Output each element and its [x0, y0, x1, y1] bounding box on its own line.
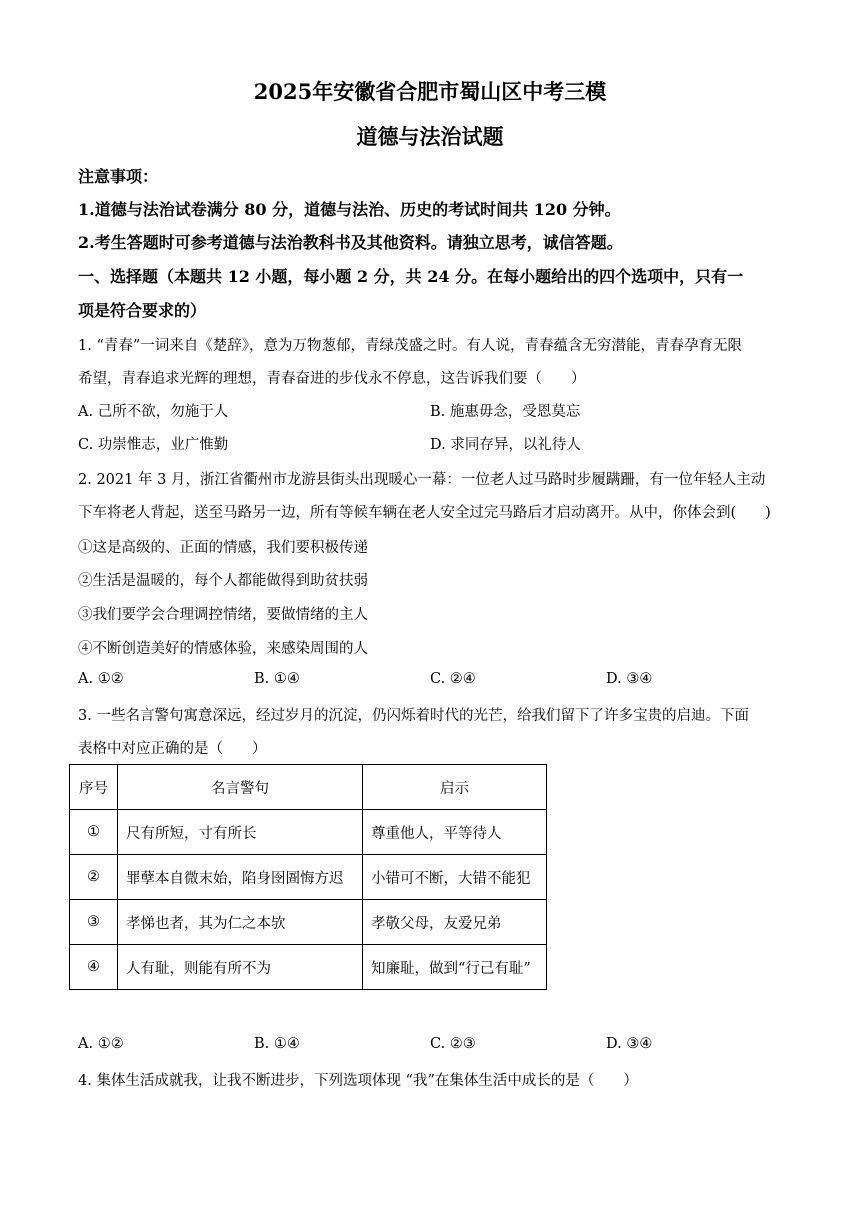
- table-cell: 尺有所短，寸有所长: [118, 810, 363, 855]
- table-header-cell: 序号: [70, 765, 118, 810]
- q3-option-d: D. ③④: [606, 1036, 653, 1052]
- q2-statement-2: ②生活是温暖的，每个人都能做得到助贫扶弱: [78, 573, 368, 589]
- exam-subtitle: 道德与法治试题: [356, 124, 504, 149]
- table-cell: 小错可不断，大错不能犯: [363, 855, 547, 900]
- q1-option-a: A. 己所不欲，勿施于人: [78, 404, 229, 420]
- q2-option-c: C. ②④: [430, 671, 476, 687]
- q2-statement-3: ③我们要学会合理调控情绪，要做情绪的主人: [78, 607, 368, 623]
- q2-option-a: A. ①②: [78, 671, 124, 687]
- table-header-row: [70, 765, 547, 810]
- q3-table: [69, 764, 547, 990]
- table-header-cell: 名言警句: [118, 765, 363, 810]
- notes-heading: 注意事项：: [78, 167, 159, 186]
- section-heading-line1: 一、选择题（本题共 12 小题，每小题 2 分，共 24 分。在每小题给出的四个选项中，只有一: [78, 267, 744, 286]
- table-row: [70, 945, 547, 990]
- table-cell: ③: [70, 900, 118, 945]
- table-cell: 尊重他人，平等待人: [363, 810, 547, 855]
- q3-option-c: C. ②③: [430, 1036, 476, 1052]
- table-cell: 人有耻，则能有所不为: [118, 945, 363, 990]
- section-heading-line2: 项是符合要求的）: [78, 301, 207, 320]
- q1-stem-line2: 希望，青春追求光辉的理想，青春奋进的步伐永不停息，这告诉我们要（ ）: [78, 371, 586, 387]
- notes-item-2: 2.考生答题时可参考道德与法治教科书及其他资料。请独立思考，诚信答题。: [78, 233, 623, 252]
- table-row: [70, 810, 547, 855]
- q2-statement-1: ①这是高级的、正面的情感，我们要积极传递: [78, 540, 368, 556]
- table-row: [70, 855, 547, 900]
- table-cell: ④: [70, 945, 118, 990]
- notes-item-1: 1.道德与法治试卷满分 80 分，道德与法治、历史的考试时间共 120 分钟。: [78, 200, 621, 219]
- q2-stem-line2: 下车将老人背起，送至马路另一边，所有等候车辆在老人安全过完马路后才启动离开。从中，你体会到( ): [78, 505, 771, 521]
- q3-stem-line1: 3. 一些名言警句寓意深远，经过岁月的沉淀，仍闪烁着时代的光芒，给我们留下了许多宝贵的启迪。下面: [78, 708, 749, 724]
- q2-option-b: B. ①④: [254, 671, 300, 687]
- q3-stem-line2: 表格中对应正确的是（ ）: [78, 741, 267, 757]
- q2-statement-4: ④不断创造美好的情感体验，来感染周围的人: [78, 641, 368, 657]
- q1-option-d: D. 求同存异，以礼待人: [430, 437, 581, 453]
- q3-option-a: A. ①②: [78, 1036, 124, 1052]
- table-row: [70, 900, 547, 945]
- table-cell: 罪孽本自微末始，陷身囹圄悔方迟: [118, 855, 363, 900]
- q4-stem-line1: 4. 集体生活成就我，让我不断进步，下列选项体现 “我”在集体生活中成长的是（ ）: [78, 1073, 638, 1089]
- exam-title: 2025年安徽省合肥市蜀山区中考三模: [253, 79, 607, 104]
- table-cell: ①: [70, 810, 118, 855]
- table-cell: 知廉耻，做到“行己有耻”: [363, 945, 547, 990]
- q1-option-b: B. 施惠毋念，受恩莫忘: [430, 404, 581, 420]
- q3-option-b: B. ①④: [254, 1036, 300, 1052]
- table-cell: 孝悌也者，其为仁之本欤: [118, 900, 363, 945]
- table-cell: ②: [70, 855, 118, 900]
- q2-option-d: D. ③④: [606, 671, 653, 687]
- table-header-cell: 启示: [363, 765, 547, 810]
- q1-option-c: C. 功崇惟志，业广惟勤: [78, 437, 229, 453]
- table-cell: 孝敬父母，友爱兄弟: [363, 900, 547, 945]
- q2-stem-line1: 2. 2021 年 3 月，浙江省衢州市龙游县街头出现暖心一幕：一位老人过马路时步履蹒跚，有一位年轻人主动: [78, 472, 766, 488]
- q1-stem-line1: 1. “青春”一词来自《楚辞》，意为万物葱郁，青绿茂盛之时。有人说，青春蕴含无穷潜能，青春孕育无限: [78, 338, 743, 354]
